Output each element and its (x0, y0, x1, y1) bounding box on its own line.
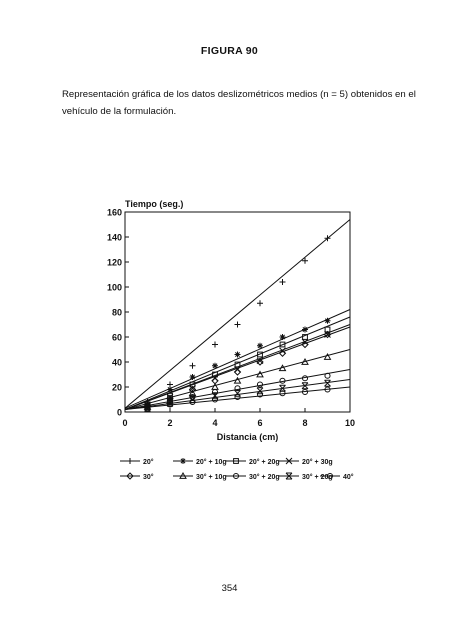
legend-label: 20° + 10g (196, 459, 227, 466)
x-tick-label: 0 (122, 418, 128, 428)
data-point-s9 (235, 394, 240, 399)
legend-label: 30° (143, 474, 154, 481)
data-point-s1 (235, 322, 241, 328)
legend-item-2 (173, 458, 227, 466)
legend-label: 30° + 20g (302, 474, 333, 481)
axes (125, 212, 350, 412)
legend-label: 30° + 10g (196, 474, 227, 481)
y-axis-title: Tiempo (seg.) (125, 199, 184, 209)
y-tick-label: 0 (116, 407, 122, 418)
legend-label: 20° + 20g (249, 459, 280, 466)
data-point-s2 (280, 334, 286, 340)
x-tick-label: 6 (257, 418, 263, 428)
figure-caption: Representación gráfica de los datos deslizométricos medios (n = 5) obtenidos en el vehículo de la formulación. (62, 89, 416, 117)
legend-marker (127, 458, 133, 464)
legend-label: 40° (343, 474, 354, 481)
y-tick-label: 40 (111, 357, 122, 368)
data-point-s2 (257, 343, 263, 349)
legend-item-8 (279, 473, 333, 481)
legend-label: 30° + 20g (249, 474, 280, 481)
data-point-s1 (280, 279, 286, 285)
figure-label: FIGURA 90 (200, 45, 259, 57)
legend-label: 20° (143, 459, 154, 466)
x-tick-label: 2 (167, 418, 173, 428)
y-tick-label: 80 (111, 307, 122, 318)
y-tick-label: 20 (111, 382, 122, 393)
legend-item-4 (279, 458, 333, 466)
y-tick-label: 160 (106, 207, 122, 218)
y-tick-label: 60 (111, 332, 122, 343)
y-tick-label: 100 (106, 282, 122, 293)
fit-lines (125, 220, 350, 410)
y-tick-label: 140 (106, 232, 122, 243)
legend-item-6 (173, 473, 227, 481)
data-point-s1 (212, 342, 218, 348)
data-point-s2 (235, 352, 241, 358)
page-number: 354 (221, 583, 238, 594)
legend-label: 20° + 30g (302, 459, 333, 466)
x-tick-label: 8 (302, 418, 308, 428)
legend-item-7 (226, 473, 280, 481)
data-point-s1 (257, 300, 263, 306)
data-point-s2 (325, 318, 331, 324)
y-tick-label: 120 (106, 257, 122, 268)
legend-item-3 (226, 458, 280, 466)
data-point-s2 (302, 327, 308, 333)
data-point-s2 (212, 363, 218, 369)
legend-item-1 (120, 458, 154, 466)
legend (120, 458, 354, 481)
legend-marker (180, 458, 186, 464)
fit-line-3 (125, 317, 350, 410)
plot-frame (125, 212, 350, 412)
data-point-s1 (190, 363, 196, 369)
data-point-s2 (190, 374, 196, 380)
legend-item-5 (120, 473, 154, 481)
data-markers (145, 235, 331, 411)
x-axis-title: Distancia (cm) (216, 432, 279, 442)
data-point-s7 (257, 382, 262, 387)
fit-line-5 (125, 327, 350, 410)
x-tick-label: 4 (212, 418, 218, 428)
x-tick-label: 10 (344, 418, 356, 428)
data-point-s2 (167, 387, 173, 393)
